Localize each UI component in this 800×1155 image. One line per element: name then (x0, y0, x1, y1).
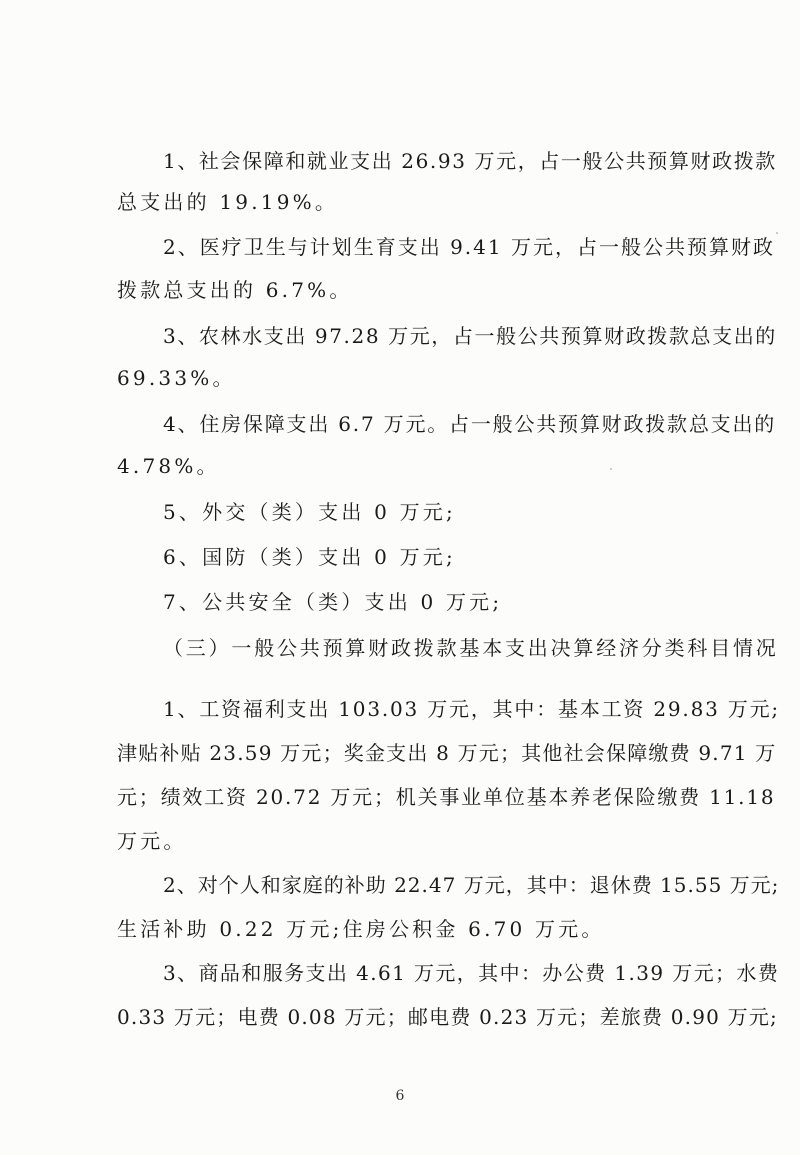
section-heading: （三）一般公共预算财政拨款基本支出决算经济分类科目情况 (163, 636, 779, 660)
paragraph-line: 6、国防（类）支出 0 万元; (163, 545, 456, 569)
paragraph-line: 1、社会保障和就业支出 26.93 万元，占一般公共预算财政拨款 (163, 149, 777, 173)
paragraph-line: 69.33%。 (117, 366, 236, 390)
paragraph-line: 生活补助 0.22 万元;住房公积金 6.70 万元。 (117, 917, 605, 941)
paragraph-line: 元；绩效工资 20.72 万元；机关事业单位基本养老保险缴费 11.18 (117, 785, 776, 809)
paragraph-line: 津贴补贴 23.59 万元；奖金支出 8 万元；其他社会保障缴费 9.71 万 (117, 741, 777, 765)
paragraph-line: 5、外交（类）支出 0 万元; (163, 500, 456, 524)
paragraph-line: 总支出的 19.19%。 (117, 190, 339, 214)
paragraph-line: 3、商品和服务支出 4.61 万元，其中：办公费 1.39 万元；水费 (163, 961, 780, 985)
paragraph-line: 2、对个人和家庭的补助 22.47 万元，其中：退休费 15.55 万元; (163, 873, 780, 897)
paragraph-line: 1、工资福利支出 103.03 万元，其中：基本工资 29.83 万元; (163, 697, 780, 721)
paragraph-line: 7、公共安全（类）支出 0 万元; (163, 590, 503, 614)
scan-speck (610, 468, 612, 470)
paragraph-line: 3、农林水支出 97.28 万元，占一般公共预算财政拨款总支出的 (163, 324, 777, 348)
paragraph-line: 拨款总支出的 6.7%。 (117, 278, 353, 302)
paragraph-line: 2、医疗卫生与计划生育支出 9.41 万元，占一般公共预算财政 (163, 235, 775, 259)
scan-speck (776, 232, 778, 234)
paragraph-line: 4.78%。 (117, 454, 220, 478)
paragraph-line: 万元。 (117, 829, 187, 853)
paragraph-line: 0.33 万元；电费 0.08 万元；邮电费 0.23 万元；差旅费 0.90 万元; (117, 1005, 778, 1029)
page-number: 6 (395, 1088, 405, 1104)
paragraph-line: 4、住房保障支出 6.7 万元。占一般公共预算财政拨款总支出的 (163, 412, 777, 436)
